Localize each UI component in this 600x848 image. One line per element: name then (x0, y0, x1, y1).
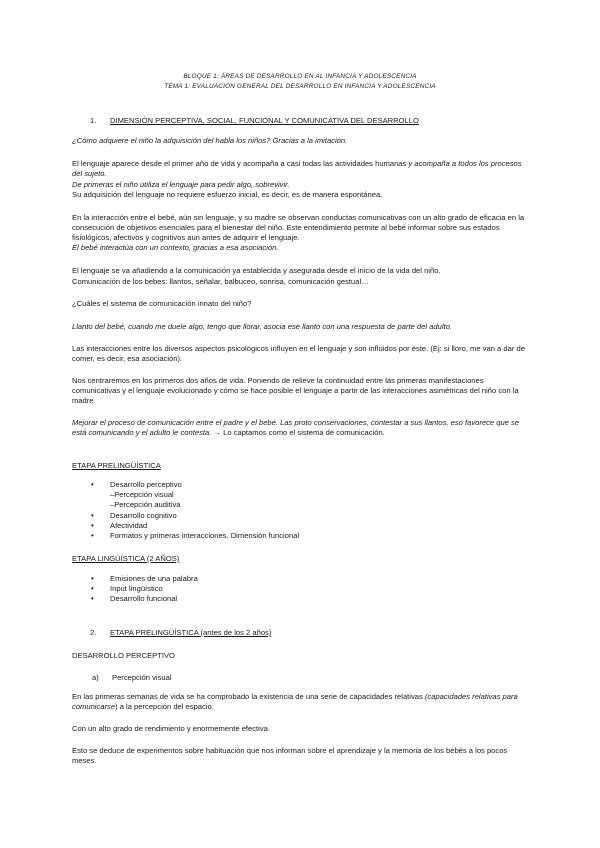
list-item: • Desarrollo cognitivo (88, 511, 299, 521)
paragraph-8-text: En las primeras semanas de vida se ha comprobado la existencia de una serie de capacidades relativas (72, 692, 425, 701)
paragraph-8-italic: (capacidades relativas para comunicarse (72, 692, 518, 712)
paragraph-7-italic: Mejorar el proceso de comunicación entre el padre y el bebé. Las proto conservaciones, contestar a sus llantos, eso favorece que se está comunicando y el adulto le contesta. (72, 418, 520, 438)
header-line-1: BLOQUE 1: ÁREAS DE DESARROLLO EN AL INFANCIA Y ADOLESCENCIA (183, 73, 417, 80)
etapa-linguistica-heading: ETAPA LINGÜÍSTICA (2 AÑOS) (72, 554, 180, 563)
paragraph-4: Llanto del bebé, cuando me duele algo, tengo que llorar, asocia ese llanto con una respuesta de parte del adulto. (72, 322, 452, 331)
etapa-prelinguistica-list (88, 480, 299, 541)
paragraph-9: Con un alto grado de rendimiento y enormemente efectiva. (72, 724, 270, 733)
section-2-number: 2. (90, 628, 97, 637)
list-item: • Formatos y primeras interacciones. Dimensión funcional (88, 531, 299, 541)
paragraph-7-arrow: → Lo captamos como el sistema de comunicación. (211, 428, 385, 438)
paragraph-2-italic: El bebé interactúa con un contexto, gracias a esa asociación. (72, 243, 279, 252)
question-1: ¿Cómo adquiere el niño la adquisición del habla los niños? Gracias a la imitación. (72, 136, 348, 145)
paragraph-1-line-c: De primeras el niño utiliza el lenguaje para pedir algo, sobrevivir. (72, 180, 290, 189)
header-line-2: TEMA 1: EVALUACIÓN GENERAL DEL DESARROLLO EN INFANCIA Y ADOLESCENCIA (164, 83, 436, 90)
paragraph-1-line-d: Su adquisición del lenguaje no requiere esfuerzo inicial, es decir, es de manera espontánea. (72, 190, 383, 199)
paragraph-8-end: ) a la percepción del espacio. (115, 702, 214, 712)
paragraph-1-italic: y acompaña a todos los procesos del sujeto. (72, 159, 522, 179)
section-2-title: ETAPA PRELINGÜÍSTICA (antes de los 2 años) (110, 628, 272, 637)
paragraph-3-b: Comunicación de los bebes: llantos, señalar, balbuceo, sonrisa, comunicación gestual… (72, 277, 369, 286)
paragraph-8 (72, 692, 528, 712)
question-2: ¿Cuáles el sistema de comunicación innato del niño? (72, 299, 252, 308)
paragraph-5: Las interacciones entre los diversos aspectos psicológicos influyen en el lenguaje y son influidos por éste. (Ej: si lloro, me van a dar de comer, es decir, esa asociación). (72, 344, 525, 364)
list-item: • Emisiones de una palabra (88, 574, 198, 584)
paragraph-10: Esto se deduce de experimentos sobre habituación que nos informan sobre el aprendizaje y la memoria de los bebés a los pocos meses. (72, 746, 508, 766)
paragraph-2: En la interacción entre el bebé, aún sin lenguaje, y su madre se observan conductas comunicativas con un alto grado de eficacia en la consecución de objetivos esenciales para el bienestar del niño. Este entendimiento permite al bebé informar sobre sus estados fisiológicos, afectivos y cognitivos aun antes de adquirir el lenguaje. (72, 213, 525, 243)
list-item: • Desarrollo funcional (88, 594, 198, 604)
list-item: • Input lingüístico (88, 584, 198, 594)
etapa-prelinguistica-heading: ETAPA PRELINGÜÍSTICA (72, 461, 161, 470)
list-item: • Afectividad (88, 521, 299, 531)
section-1-number: 1. (90, 116, 97, 125)
list-item: –Percepción auditiva (110, 500, 181, 510)
desarrollo-perceptivo-heading: DESARROLLO PERCEPTIVO (72, 651, 175, 660)
list-item: –Percepción visual (110, 490, 174, 500)
paragraph-1-text: El lenguaje aparece desde el primer año de vida y acompaña a casi todas las actividades humanas (72, 159, 409, 168)
section-1-title: DIMENSIÓN PERCEPTIVA, SOCIAL, FUNCIONAL Y COMUNICATIVA DEL DESARROLLO (110, 116, 419, 125)
paragraph-1 (72, 159, 528, 179)
item-a-text: Percepción visual (112, 673, 172, 682)
etapa-linguistica-list (88, 574, 198, 605)
item-a-letter: a) (92, 673, 99, 682)
paragraph-7 (72, 418, 528, 438)
paragraph-3: El lenguaje se va añadiendo a la comunicación ya establecida y asegurada desde el inicio de la vida del niño. (72, 266, 441, 275)
paragraph-6: Nos centraremos en los primeros dos años de vida. Poniendo de relieve la continuidad entre las primeras manifestaciones comunicativas y el lenguaje evolucionado y cómo se hace posible el lenguaje a partir de las interacciones asimétricas del niño con la madre. (72, 376, 519, 406)
list-item: • Desarrollo perceptivo (88, 480, 299, 490)
